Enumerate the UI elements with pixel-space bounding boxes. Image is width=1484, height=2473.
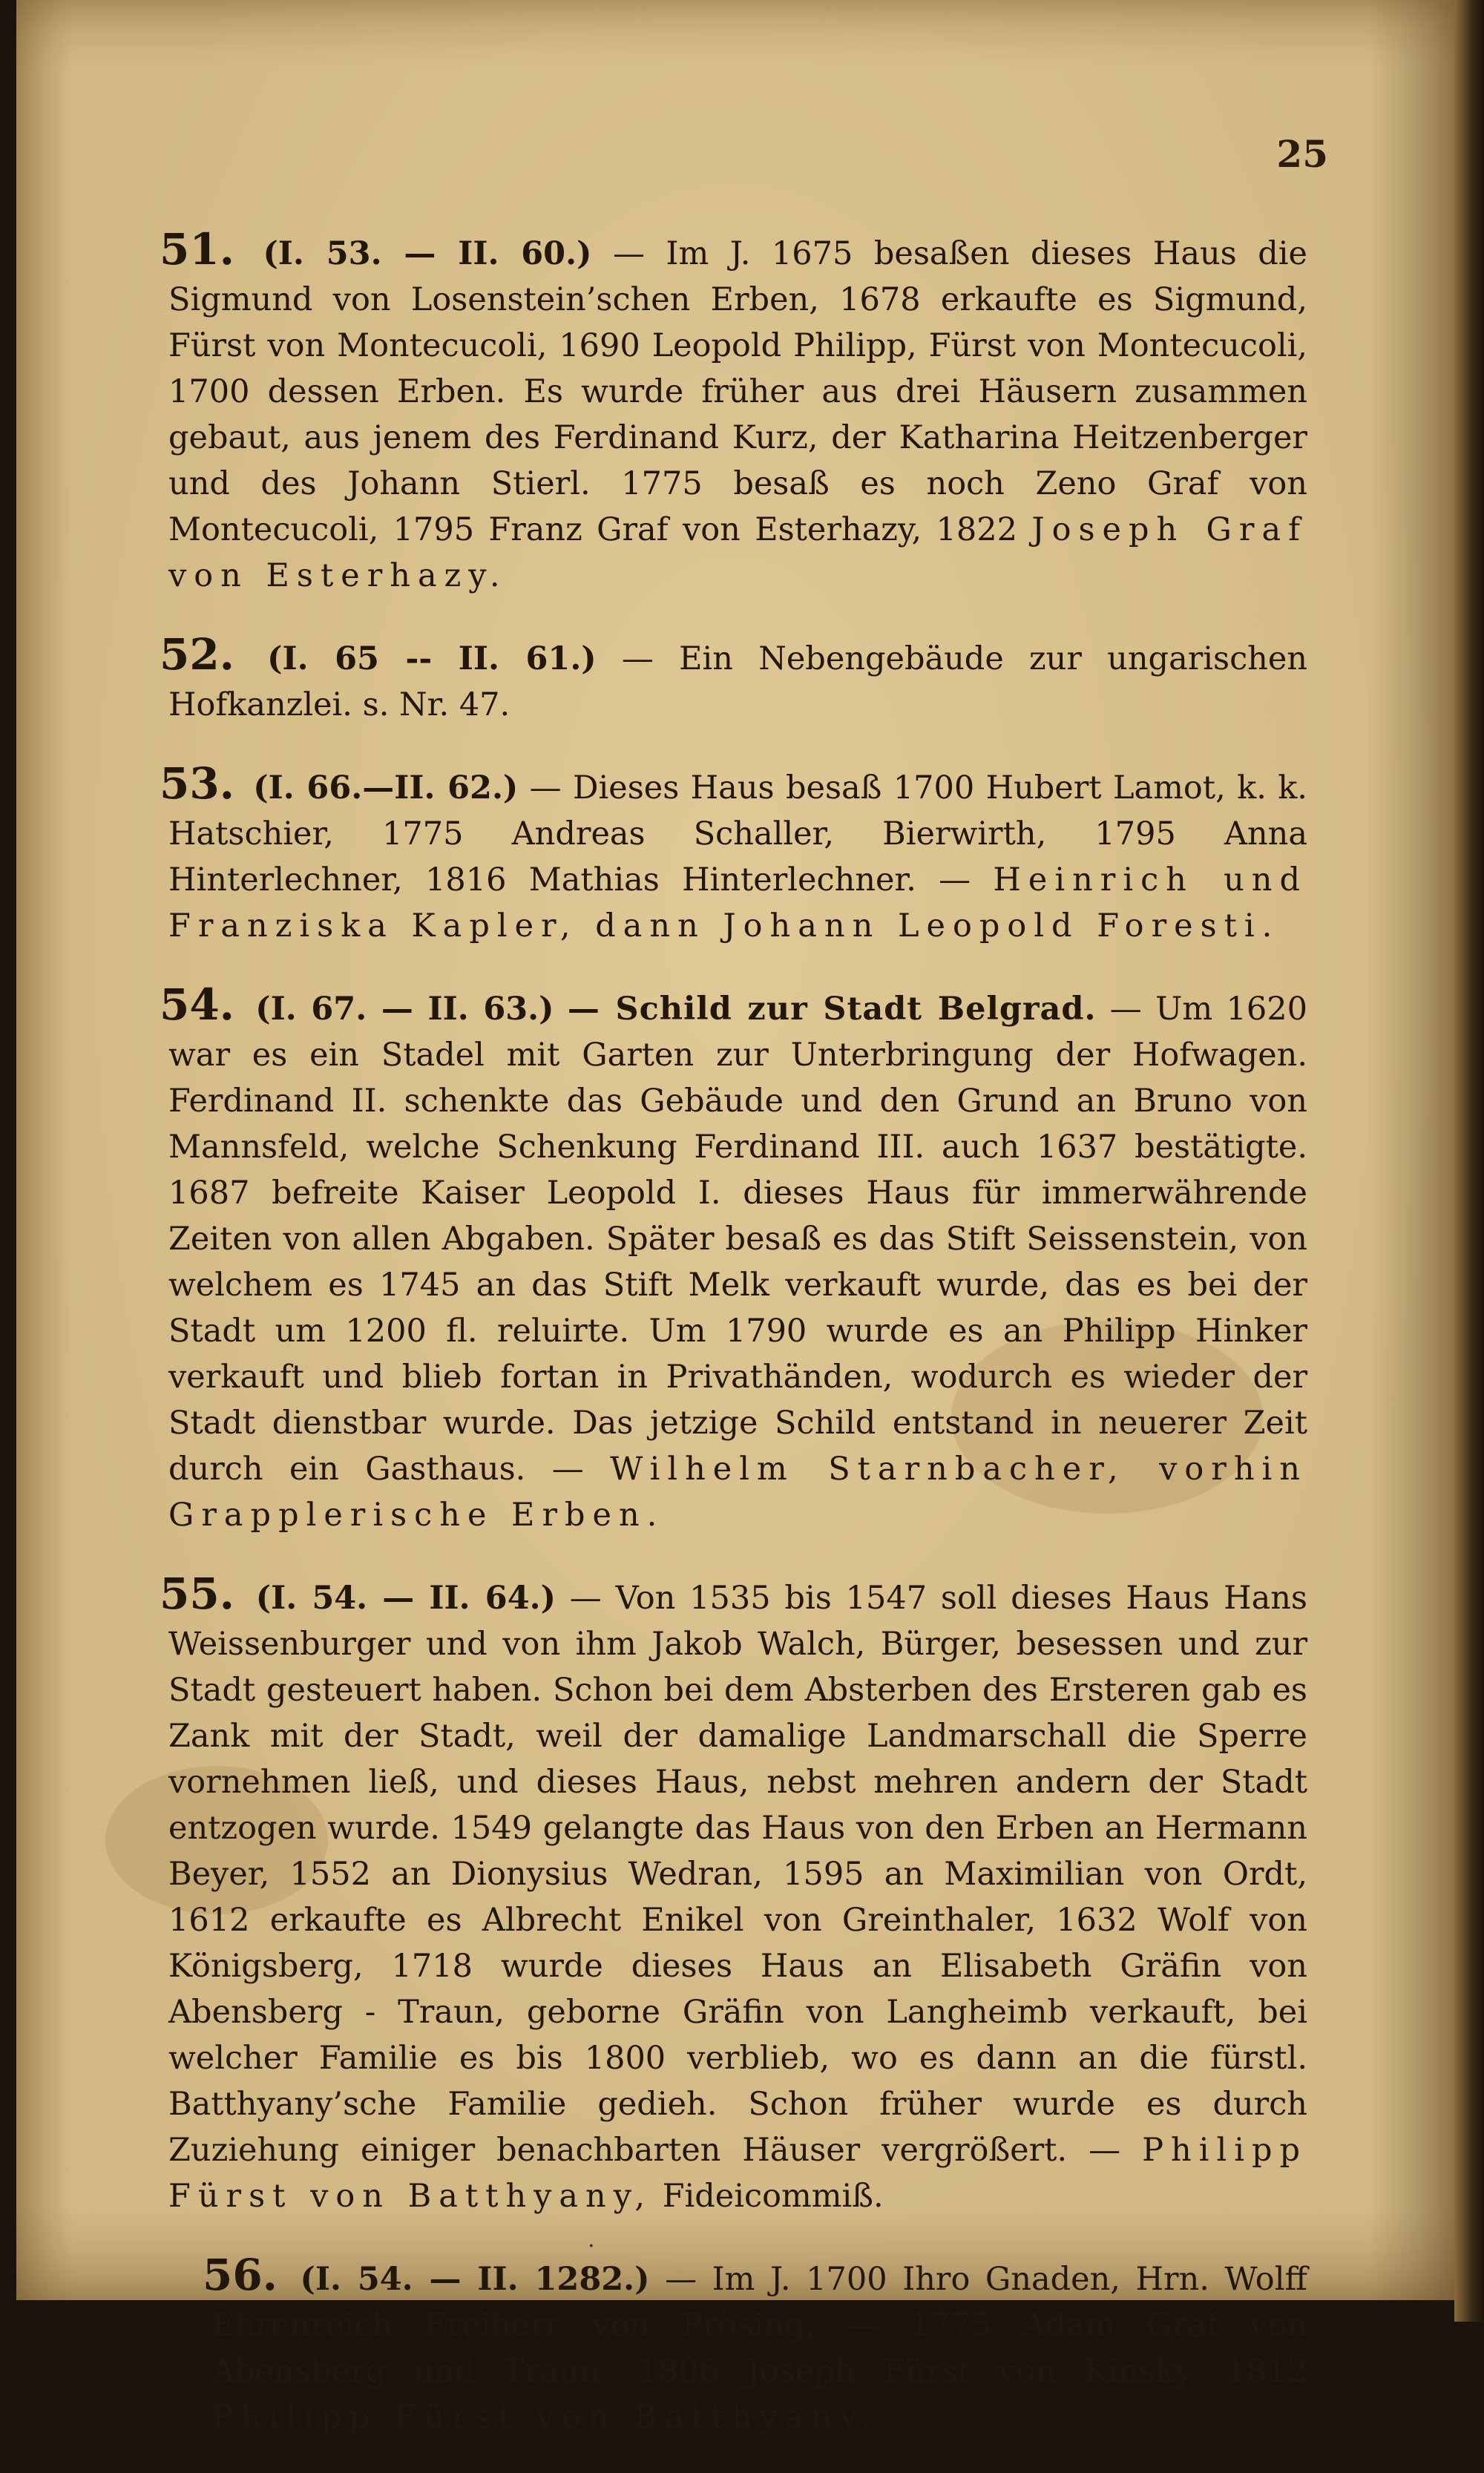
entry-current-owner: Joseph Graf von Esterhazy. [168,511,1308,594]
entry-56 [168,2252,1307,2440]
bottom-mark: · [588,2233,595,2259]
entry-number: 51. [160,224,234,275]
book-page [16,0,1454,2436]
entry-current-owner: Philipp Fürst von Batthyany. [211,2399,879,2436]
entry-reference: (I. 66.—II. 62.) [253,769,519,807]
entry-number: 52. [160,629,234,680]
page-number: 25 [1276,132,1328,176]
entry-current-owner: Wilhelm Starnbacher, vorhin Grapplerische Erben. [168,1451,1307,1534]
entry-number: 55. [160,1569,234,1619]
entry-text: — Ein Nebengebäude zur ungarischen Hofkanzlei. s. Nr. 47. [168,640,1308,723]
entry-55 [160,1569,1307,2219]
entry-53 [160,758,1307,949]
entry-reference: (I. 65 -- II. 61.) [267,640,597,677]
house-sign-name: — Schild zur Stadt Belgrad. [567,991,1097,1028]
entry-text: — Dieses Haus besaß 1700 Hubert Lamot, k. k. Hatschier, 1775 Andreas Schaller, Bierwirth, 1795 Anna Hinterlechner, 1816 Mathias Hinterlechner. — [168,769,1307,899]
entry-current-owner: Heinrich und Franziska Kapler, dann Johann Leopold Foresti. [168,861,1307,945]
entry-current-owner: Philipp Fürst von Batthyany, [168,2132,1307,2215]
entry-54 [160,979,1307,1538]
entry-reference: (I. 53. — II. 60.) [263,235,592,272]
entry-number: 56. [203,2250,278,2300]
entry-reference: (I. 67. — II. 63.) [255,991,554,1028]
entry-51 [160,224,1308,599]
book-edge [1454,0,1484,2322]
entry-number: 53. [160,758,234,809]
entry-text: — Um 1620 war es ein Stadel mit Garten zur Unterbringung der Hofwagen. Ferdinand II. schenkte das Gebäude und den Grund an Bruno von Mannsfeld, welche Schenkung Ferdinand III. auch 1637 bestätigte. 1687 befreite Kaiser Leopold I. dieses Haus für immerwährende Zeiten von allen Abgaben. Später besaß es das Stift Seissenstein, von welchem es 1745 an das Stift Melk verkauft wurde, das es bei der Stadt um 1200 fl. reluirte. Um 1790 wurde es an Philipp Hinker verkauft und blieb fortan in Privathänden, wodurch es wieder der Stadt dienstbar wurde. Das jetzige Schild entstand in neuerer Zeit durch ein Gasthaus. — [168,991,1307,1488]
entry-text: — Im J. 1675 besaßen dieses Haus die Sigmund von Losenstein’schen Erben, 1678 erkaufte es Sigmund, Fürst von Montecucoli, 1690 Leopold Philipp, Fürst von Montecucoli, 1700 dessen Erben. Es wurde früher aus drei Häusern zusammen gebaut, aus jenem des Ferdinand Kurz, der Katharina Heitzenberger und des Johann Stierl. 1775 besaß es noch Zeno Graf von Montecucoli, 1795 Franz Graf von Esterhazy, 1822 [168,235,1307,548]
entry-number: 54. [160,979,234,1030]
entry-reference: (I. 54. — II. 64.) [255,1580,556,1617]
entry-reference: (I. 54. — II. 1282.) [300,2261,650,2298]
entry-text: — Im J. 1700 Ihro Gnaden, Hrn. Wolff Ehrenreich Freiherr von Prösing, — 1775 Adam Graf von Abensberg und Traun, 1806 Joseph Fürst von Kinsky, 1812 [211,2261,1308,2390]
house-entries [160,194,1308,2473]
entry-52 [160,629,1308,728]
entry-text: — Von 1535 bis 1547 soll dieses Haus Hans Weissenburger und von ihm Jakob Walch, Bürger, besessen und zur Stadt gesteuert haben. Schon bei dem Absterben des Ersteren gab es Zank mit der Stadt, weil der damalige Landmarschall die Sperre vornehmen ließ, und dieses Haus, nebst mehren andern der Stadt entzogen wurde. 1549 gelangte das Haus von den Erben an Hermann Beyer, 1552 an Dionysius Wedran, 1595 an Maximilian von Ordt, 1612 erkaufte es Albrecht Enikel von Greinthaler, 1632 Wolf von Königsberg, 1718 wurde dieses Haus an Elisabeth Gräfin von Abensberg - Traun, geborne Gräfin von Langheimb verkauft, bei welcher Familie es bis 1800 verblieb, wo es dann an die fürstl. Batthyany’sche Familie gedieh. Schon früher wurde es durch Zuziehung einiger benachbarten Häuser vergrößert. — [168,1580,1307,2169]
entry-tail: Fideicommiß. [662,2178,884,2215]
